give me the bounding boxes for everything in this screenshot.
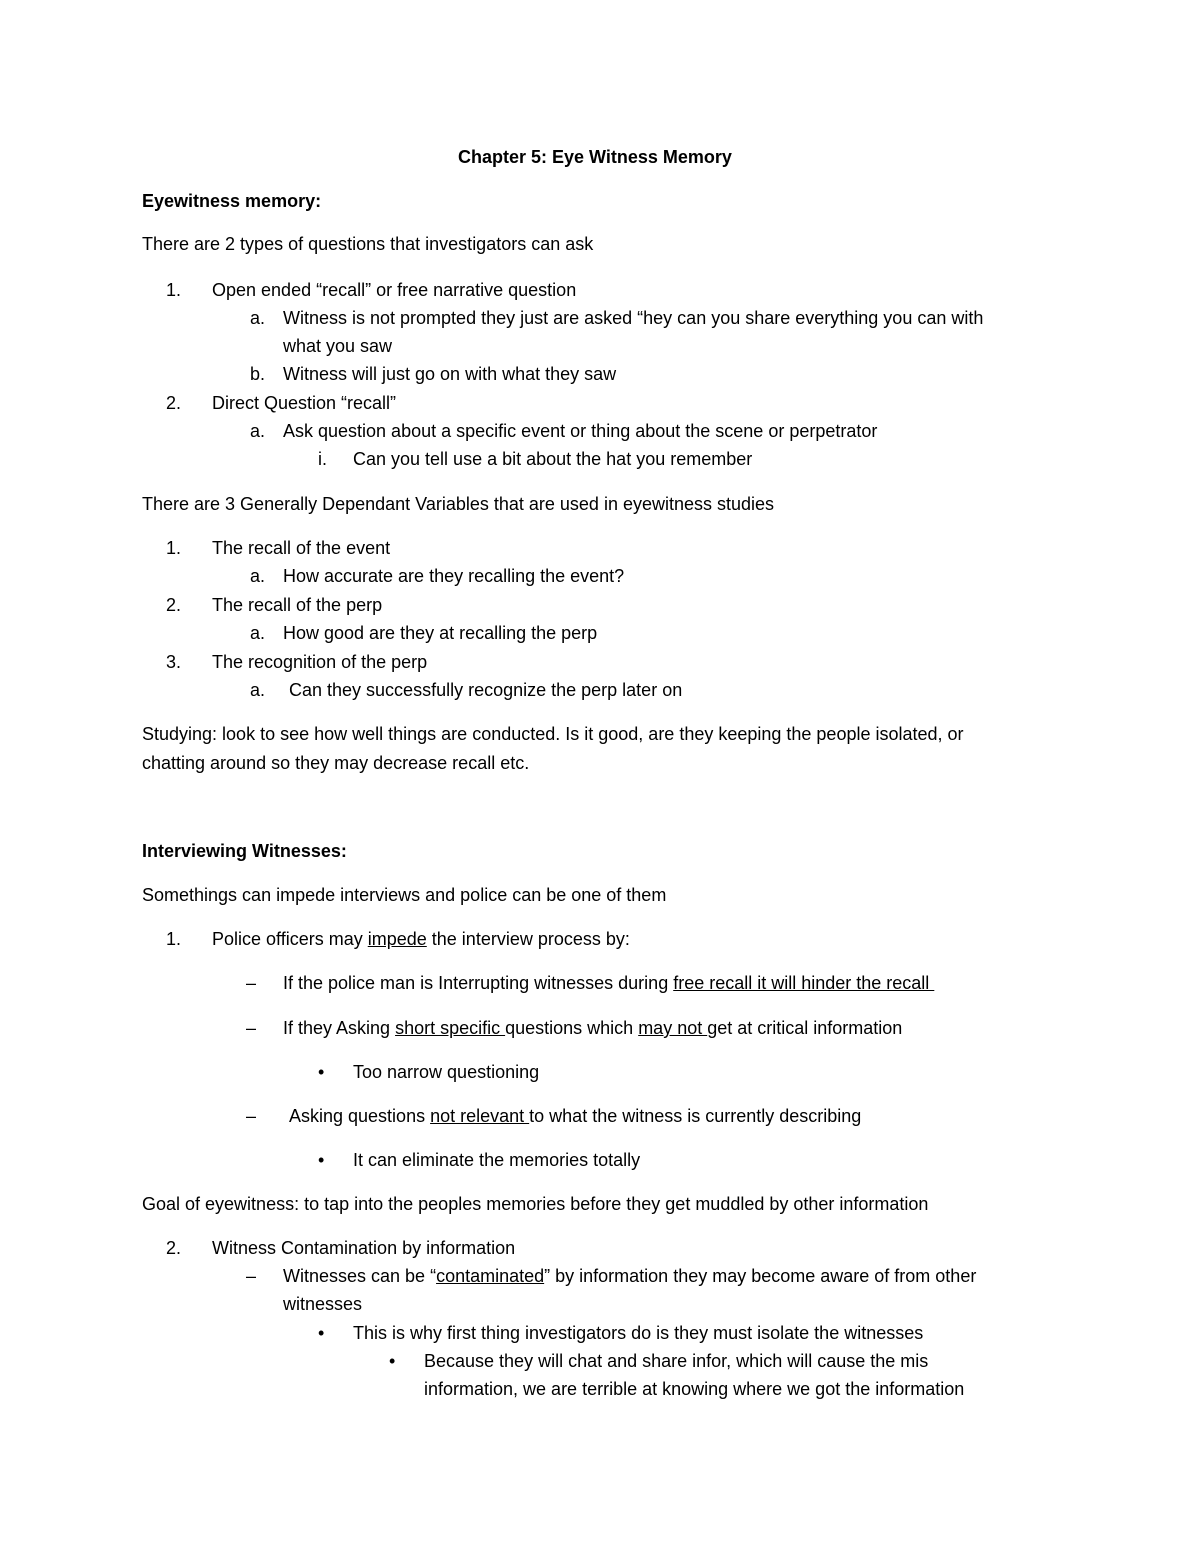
list-number: 2. [166,393,182,413]
underlined-text: free recall it will hinder the recall [673,973,935,993]
text-run: questions which [505,1018,639,1038]
list-item: Because they will chat and share infor, which will cause the mis [424,1351,929,1371]
text-run: to what the witness is currently describing [529,1106,862,1126]
text-run: If they Asking [283,1018,396,1038]
list-number: 3. [166,652,182,672]
bullet-marker: • [318,1150,325,1170]
underlined-text: short specific [395,1018,506,1038]
list-item [283,1017,902,1039]
list-item: Witness will just go on with what they saw [283,364,617,384]
text-run: Asking questions [289,1106,431,1126]
underlined-text: impede [367,929,427,949]
list-item: Witness Contamination by information [212,1238,516,1258]
list-item [283,1265,976,1287]
paragraph-continuation: chatting around so they may decrease recall etc. [142,753,530,773]
text-run: Police officers may [212,929,368,949]
list-letter: a. [250,623,266,643]
paragraph: Somethings can impede interviews and police can be one of them [142,885,667,905]
text-run: Witnesses can be “ [283,1266,437,1286]
list-number: 1. [166,280,182,300]
paragraph: There are 3 Generally Dependant Variables that are used in eyewitness studies [142,494,775,514]
list-item: This is why first thing investigators do is they must isolate the witnesses [353,1323,924,1343]
underlined-text: contaminated [436,1266,545,1286]
paragraph: There are 2 types of questions that investigators can ask [142,234,594,254]
text-run: get at critical information [707,1018,903,1038]
dash-marker: – [246,1266,257,1286]
list-item: It can eliminate the memories totally [353,1150,641,1170]
list-item: The recall of the event [212,538,391,558]
dash-marker: – [246,1018,257,1038]
list-item [289,1105,861,1127]
list-letter: b. [250,364,266,384]
list-item-continuation: witnesses [283,1294,363,1314]
list-item: Open ended “recall” or free narrative question [212,280,577,300]
dash-marker: – [246,973,257,993]
dash-marker: – [246,1106,257,1126]
list-item [283,972,934,994]
list-item: How good are they at recalling the perp [283,623,598,643]
list-item: Witness is not prompted they just are asked “hey can you share everything you can with [283,308,984,328]
list-item-continuation: information, we are terrible at knowing where we got the information [424,1379,965,1399]
underlined-text: may not [638,1018,708,1038]
list-item: The recognition of the perp [212,652,428,672]
list-number: 1. [166,538,182,558]
list-item: Can they successfully recognize the perp later on [289,680,683,700]
text-run: the interview process by: [426,929,630,949]
list-letter: a. [250,421,266,441]
list-letter: a. [250,566,266,586]
section-heading-interviewing-witnesses: Interviewing Witnesses: [142,841,347,861]
list-item: How accurate are they recalling the event? [283,566,625,586]
list-number: 2. [166,1238,182,1258]
list-item: Too narrow questioning [353,1062,540,1082]
list-item: Can you tell use a bit about the hat you remember [353,449,753,469]
list-item [212,928,630,950]
list-letter: a. [250,680,266,700]
list-roman: i. [318,449,327,469]
bullet-marker: • [318,1062,325,1082]
section-heading-eyewitness-memory: Eyewitness memory: [142,191,322,211]
bullet-marker: • [389,1351,396,1371]
list-item-continuation: what you saw [283,336,393,356]
list-item: The recall of the perp [212,595,383,615]
bullet-marker: • [318,1323,325,1343]
list-item: Ask question about a specific event or thing about the scene or perpetrator [283,421,878,441]
underlined-text: not relevant [430,1106,530,1126]
text-run: ” by information they may become aware of from other [544,1266,977,1286]
list-number: 2. [166,595,182,615]
text-run: If the police man is Interrupting witnesses during [283,973,674,993]
list-number: 1. [166,929,182,949]
list-letter: a. [250,308,266,328]
page-title: Chapter 5: Eye Witness Memory [458,147,732,167]
list-item: Direct Question “recall” [212,393,397,413]
paragraph: Goal of eyewitness: to tap into the peoples memories before they get muddled by other information [142,1194,929,1214]
paragraph: Studying: look to see how well things are conducted. Is it good, are they keeping the people isolated, or [142,724,964,744]
